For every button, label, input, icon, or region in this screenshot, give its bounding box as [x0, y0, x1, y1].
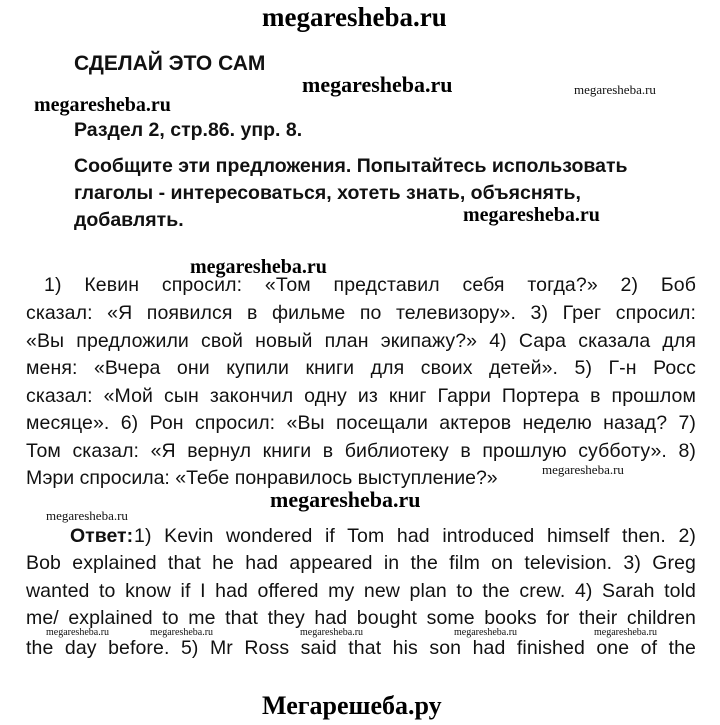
watermark-answer-left: megaresheba.ru	[46, 508, 128, 523]
page-title: СДЕЛАЙ ЭТО САМ	[74, 52, 266, 75]
body-line: меня: «Вчера они купили книги для своих детей». 5) Г-н Росс	[26, 357, 696, 379]
watermark-row-item: megaresheba.ru	[300, 627, 364, 638]
body-line: 1) Кевин спросил: «Том представил себя тогда?» 2) Боб	[44, 274, 696, 296]
answer-line: the day before. 5) Mr Ross said that his son had finished one of the	[26, 637, 696, 659]
answer-line: Bob explained that he had appeared in the film on television. 3) Greg	[26, 552, 696, 574]
watermark-header-center: megaresheba.ru	[302, 72, 453, 97]
footer-site-name: Мегарешеба.ру	[262, 691, 442, 720]
watermark-row-item: megaresheba.ru	[150, 627, 214, 638]
body-line: сказал: «Мой сын закончил одну из книг Гарри Портера в прошлом	[26, 385, 696, 407]
body-line: «Вы предложили свой новый план экипажу?» 4) Сара сказала для	[26, 330, 696, 352]
body-line: Мэри спросила: «Тебе понравилось выступление?»	[26, 467, 498, 489]
answer-line: wanted to know if I had offered my new plan to the crew. 4) Sarah told	[26, 580, 696, 602]
watermark-left-upper: megaresheba.ru	[34, 94, 171, 116]
task-line: Сообщите эти предложения. Попытайтесь использовать	[74, 155, 628, 177]
task-line: глаголы - интересоваться, хотеть знать, объяснять,	[74, 182, 581, 204]
answer-line: 1) Kevin wondered if Tom had introduced himself then. 2)	[134, 525, 696, 547]
watermark-row-item: megaresheba.ru	[46, 627, 110, 638]
watermark-body-right: megaresheba.ru	[542, 462, 624, 477]
watermark-body-top: megaresheba.ru	[190, 256, 327, 278]
watermark-top: megaresheba.ru	[262, 2, 447, 32]
watermark-task-right: megaresheba.ru	[463, 204, 600, 226]
body-line: Том сказал: «Я вернул книги в библиотеку в прошлую субботу». 8)	[26, 440, 696, 462]
watermark-header-right: megaresheba.ru	[574, 82, 656, 97]
task-line: добавлять.	[74, 209, 184, 231]
watermark-answer-center: megaresheba.ru	[270, 487, 421, 512]
section-reference: Раздел 2, стр.86. упр. 8.	[74, 119, 303, 141]
body-line: месяце». 6) Рон спросил: «Вы посещали актеров неделю назад? 7)	[26, 412, 696, 434]
answer-label: Ответ:	[70, 525, 134, 547]
watermark-row-item: megaresheba.ru	[594, 627, 658, 638]
body-line: сказал: «Я появился в фильме по телевизору». 3) Грег спросил:	[26, 302, 696, 324]
answer-line: me/ explained to me that they had bought some books for their children	[26, 607, 696, 629]
watermark-row-item: megaresheba.ru	[454, 627, 518, 638]
